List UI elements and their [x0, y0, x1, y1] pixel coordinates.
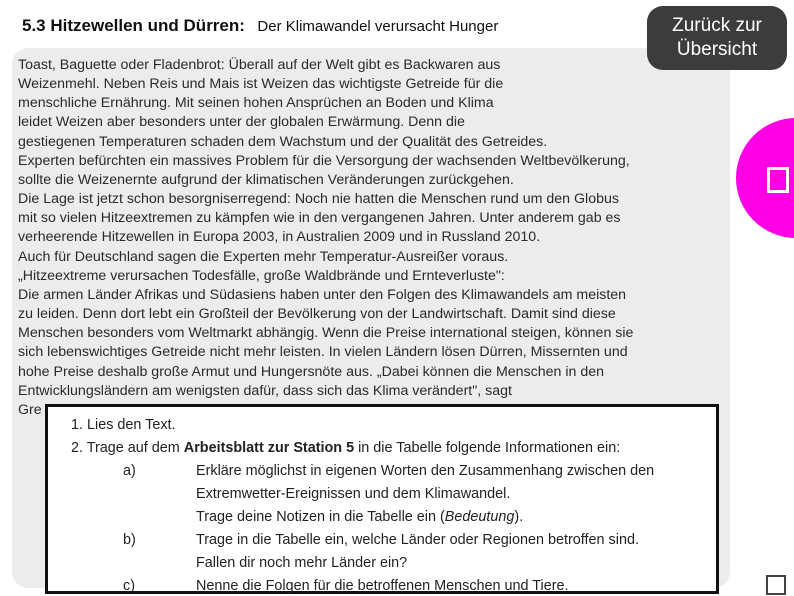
task-2: [71, 439, 620, 458]
article-line: verheerende Hitzewellen in Europa 2003, in Australien 2009 und in Russland 2010.: [18, 229, 541, 246]
article-line: Die Lage ist jetzt schon besorgniserregend: Noch nie hatten die Menschen rund um den Globus: [18, 191, 619, 208]
article-line: Toast, Baguette oder Fladenbrot: Überall auf der Welt gibt es Backwaren aus: [18, 57, 501, 73]
task-2-worksheet: Arbeitsblatt zur Station 5: [183, 440, 355, 456]
article-line: leidet Weizen aber besonders unter der globalen Erwärmung. Denn die: [18, 114, 465, 131]
page-title: 5.3 Hitzewellen und Dürren:: [22, 16, 245, 35]
article-line: Die armen Länder Afrikas und Südasiens haben unter den Folgen des Klimawandels am meisten: [18, 286, 627, 303]
square-outline-icon[interactable]: [766, 575, 786, 595]
article-line: Menschen besonders vom Weltmarkt abhängig. Wenn die Preise international steigen, können sie: [18, 325, 634, 342]
article-line: hohe Preise deshalb große Armut und Hungersnöte aus. „Dabei können die Menschen in den: [18, 363, 605, 380]
article-line: Entwicklungsländern am wenigsten dafür, dass sich das Klima verändert", sagt: [18, 382, 512, 399]
task-a-line1: Erkläre möglichst in eigenen Worten den Zusammenhang zwischen den: [196, 463, 655, 479]
task-2-suffix: in die Tabelle folgende Informationen ein:: [354, 440, 621, 456]
article-line: Weizenmehl. Neben Reis und Mais ist Weizen das wichtigste Getreide für die: [18, 76, 504, 93]
task-b-label: b): [123, 532, 136, 548]
article-line: Experten befürchten ein massives Problem für die Versorgung der wachsenden Weltbevölkerung,: [18, 152, 630, 169]
article-line: sollte die Weizenernte aufgrund der klimatischen Veränderungen zurückgehen.: [18, 171, 514, 188]
article-line: mit so vielen Hitzeextremen zu kämpfen wie in den vergangenen Jahren. Unter anderem gab es: [18, 210, 621, 227]
back-to-overview-button[interactable]: Zurück zur Übersicht: [647, 6, 787, 70]
article-text: [18, 56, 723, 420]
task-b-line2: Fallen dir noch mehr Länder ein?: [196, 555, 408, 571]
square-outline-icon[interactable]: [767, 167, 789, 193]
article-line: Auch für Deutschland sagen die Experten mehr Temperatur-Ausreißer voraus.: [18, 248, 509, 265]
task-2-prefix: 2. Trage auf dem: [71, 440, 184, 456]
task-b-line1: Trage in die Tabelle ein, welche Länder oder Regionen betroffen sind.: [196, 532, 639, 548]
article-line: gestiegenen Temperaturen schaden dem Wachstum und der Qualität des Getreides.: [18, 133, 548, 150]
task-c-line1: Nenne die Folgen für die betroffenen Menschen und Tiere.: [196, 578, 569, 594]
article-line: sich lebenswichtiges Getreide nicht mehr leisten. In vielen Ländern lösen Dürren, Missernten und: [18, 344, 628, 361]
article-line: Gre: [18, 401, 42, 418]
article-line: zu leiden. Denn dort lebt ein Großteil der Bevölkerung von der Landwirtschaft. Damit sind diese: [18, 306, 616, 323]
task-a-label: a): [123, 463, 136, 479]
article-line: „Hitzeextreme verursachen Todesfälle, große Waldbrände und Ernteverluste":: [18, 267, 505, 284]
task-box: [45, 404, 719, 594]
task-a-line3: [196, 508, 523, 527]
task-a-line3-italic: Bedeutung: [444, 509, 515, 525]
task-a-line3-prefix: Trage deine Notizen in die Tabelle ein (: [196, 509, 445, 525]
article-line: menschliche Ernährung. Mit seinen hohen Ansprüchen an Boden und Klima: [18, 95, 494, 112]
task-1: 1. Lies den Text.: [71, 417, 176, 433]
task-a-line3-suffix: ).: [514, 509, 524, 525]
task-a-line2: Extremwetter-Ereignissen und dem Klimawandel.: [196, 486, 511, 502]
page-subtitle: Der Klimawandel verursacht Hunger: [257, 18, 499, 35]
page-header: [22, 16, 498, 36]
task-c-label: c): [123, 578, 135, 594]
